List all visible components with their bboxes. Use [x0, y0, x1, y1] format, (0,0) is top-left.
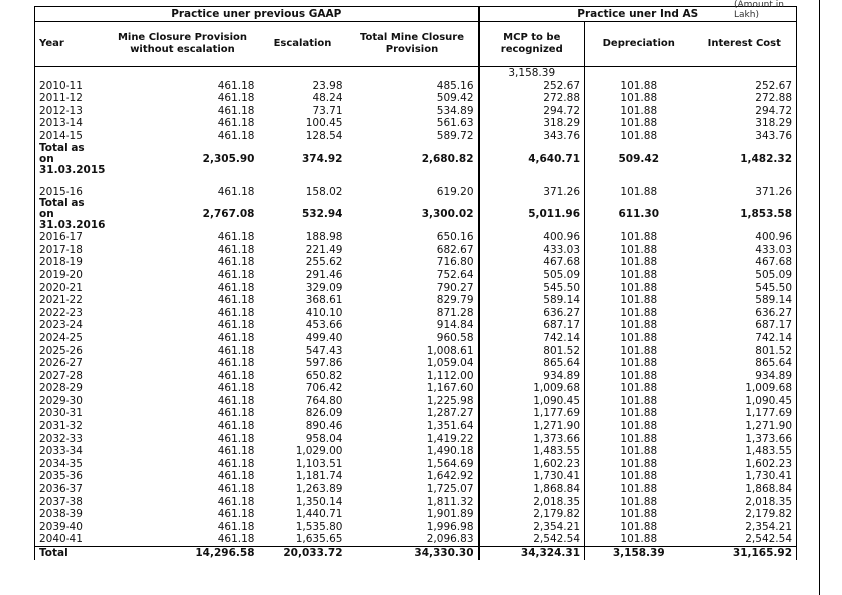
cell-mcp: 589.14 [479, 294, 585, 307]
cell-interest: 272.88 [693, 92, 797, 105]
cell-total-mine: 589.72 [347, 130, 479, 143]
cell-total-mine: 1,564.69 [347, 458, 479, 471]
cell-interest: 318.29 [693, 117, 797, 130]
cell-interest: 2,018.35 [693, 496, 797, 509]
page-edge-rule [819, 0, 820, 595]
cell-mcp: 1,177.69 [479, 407, 585, 420]
cell-total-mine: 752.64 [347, 269, 479, 282]
cell-interest: 589.14 [693, 294, 797, 307]
cell-year: 2024-25 [35, 332, 107, 345]
cell-year: Total [35, 547, 107, 561]
header-year: Year [35, 22, 107, 67]
cell-mcp: 371.26 [479, 186, 585, 199]
table-row [35, 433, 797, 446]
cell-total-mine: 1,287.27 [347, 407, 479, 420]
cell-total-mine: 1,996.98 [347, 521, 479, 534]
cell-depreciation: 3,158.39 [585, 547, 693, 561]
cell-mine-closure: 461.18 [217, 382, 255, 395]
cell-escalation: 188.98 [305, 231, 343, 244]
cell-total-mine: 1,642.92 [347, 470, 479, 483]
cell-total-mine: 716.80 [347, 256, 479, 269]
cell-escalation: 890.46 [305, 420, 343, 433]
cell-mcp: 2,354.21 [479, 521, 585, 534]
cell-interest: 545.50 [693, 282, 797, 295]
cell-depreciation: 101.88 [620, 533, 658, 546]
cell-escalation: 48.24 [312, 92, 343, 105]
cell-interest: 1,602.23 [693, 458, 797, 471]
cell-mine-closure: 461.18 [217, 457, 255, 470]
cell-year: 2040-41 [35, 533, 107, 546]
cell-total-mine: 2,680.82 [347, 143, 479, 176]
cell-total-mine: 1,490.18 [347, 445, 479, 458]
header-escalation: Escalation [259, 22, 347, 67]
cell-mine-closure: 461.18 [217, 281, 255, 294]
cell-escalation: 499.40 [305, 331, 343, 344]
header-interest: Interest Cost [693, 22, 797, 67]
cell-escalation: 255.62 [305, 256, 343, 269]
cell-interest: 1,730.41 [693, 470, 797, 483]
cell-interest [693, 176, 797, 186]
cell-depreciation: 101.88 [620, 319, 658, 332]
cell-year: 2017-18 [35, 244, 107, 257]
cell-year: 2010-11 [35, 80, 107, 93]
cell-year: 2033-34 [35, 445, 107, 458]
cell-total-mine: 1,167.60 [347, 382, 479, 395]
cell-total-mine: 914.84 [347, 319, 479, 332]
cell-total-mine: 1,725.07 [347, 483, 479, 496]
cell-total-mine: 1,811.32 [347, 496, 479, 509]
cell-mcp: 2,179.82 [479, 508, 585, 521]
cell-interest: 1,009.68 [693, 382, 797, 395]
table-row [35, 231, 797, 244]
header-mcp: MCP to be recognized [479, 22, 585, 67]
cell-depreciation: 101.88 [620, 268, 658, 281]
cell-total-mine: 485.16 [347, 80, 479, 93]
cell-escalation: 329.09 [305, 281, 343, 294]
cell-total-mine: 509.42 [347, 92, 479, 105]
cell-interest: 400.96 [693, 231, 797, 244]
grand-total-row [35, 547, 797, 561]
cell-depreciation: 101.88 [620, 294, 658, 307]
table-row [35, 420, 797, 433]
cell-escalation: 1,103.51 [295, 457, 343, 470]
cell-total-mine [347, 176, 479, 186]
cell-escalation: 650.82 [305, 369, 343, 382]
table-row [35, 508, 797, 521]
cell-interest: 1,177.69 [693, 407, 797, 420]
cell-escalation: 374.92 [301, 152, 343, 165]
cell-mine-closure: 461.18 [217, 268, 255, 281]
table-row [35, 395, 797, 408]
table-row [35, 483, 797, 496]
cell-mine-closure: 461.18 [217, 256, 255, 269]
cell-year: 2036-37 [35, 483, 107, 496]
cell-total-mine: 829.79 [347, 294, 479, 307]
cell-escalation: 23.98 [312, 79, 343, 92]
cell-year [35, 176, 107, 186]
cell-mcp: 2,018.35 [479, 496, 585, 509]
cell-year: 2023-24 [35, 319, 107, 332]
cell-escalation: 958.04 [305, 432, 343, 445]
cell-depreciation: 101.88 [620, 495, 658, 508]
cell-year: 2018-19 [35, 256, 107, 269]
cell-mine-closure: 461.18 [217, 104, 255, 117]
table-row [35, 319, 797, 332]
column-header-row [35, 22, 797, 67]
cell-depreciation: 101.88 [620, 185, 658, 198]
cell-depreciation: 101.88 [620, 306, 658, 319]
cell-escalation: 1,440.71 [295, 508, 343, 521]
cell-depreciation: 101.88 [620, 129, 658, 142]
cell-mcp: 1,602.23 [479, 458, 585, 471]
cell-escalation: 73.71 [312, 104, 343, 117]
cell-interest: 1,482.32 [693, 143, 797, 176]
cell-interest: 1,483.55 [693, 445, 797, 458]
cell-mine-closure: 461.18 [217, 79, 255, 92]
cell-mine-closure: 14,296.58 [107, 547, 259, 561]
cell-depreciation: 101.88 [620, 508, 658, 521]
cell-mine-closure: 461.18 [217, 294, 255, 307]
cell-mcp: 318.29 [479, 117, 585, 130]
cell-depreciation: 611.30 [618, 208, 660, 221]
cell-mine-closure: 461.18 [217, 92, 255, 105]
cell-escalation: 1,029.00 [295, 445, 343, 458]
cell-mine-closure: 461.18 [217, 432, 255, 445]
cell-depreciation: 509.42 [618, 152, 660, 165]
cell-total-mine: 561.63 [347, 117, 479, 130]
cell-mcp: 1,090.45 [479, 395, 585, 408]
cell-escalation: 100.45 [305, 117, 343, 130]
header-mine-closure: Mine Closure Provision without escalation [107, 22, 259, 67]
group-indas: Practice uner Ind AS [479, 7, 797, 22]
cell-depreciation [585, 176, 693, 186]
table-row [35, 458, 797, 471]
cell-interest: 2,179.82 [693, 508, 797, 521]
cell-depreciation: 101.88 [620, 520, 658, 533]
cell-escalation: 1,350.14 [295, 495, 343, 508]
cell-year: 2030-31 [35, 407, 107, 420]
table-row [35, 470, 797, 483]
cell-depreciation: 101.88 [620, 357, 658, 370]
cell-mcp: 1,868.84 [479, 483, 585, 496]
cell-interest: 742.14 [693, 332, 797, 345]
cell-year: 2014-15 [35, 130, 107, 143]
cell-escalation: 597.86 [305, 357, 343, 370]
cell-escalation: 547.43 [305, 344, 343, 357]
table-row [35, 370, 797, 383]
cell-year: 2011-12 [35, 92, 107, 105]
table-row [35, 105, 797, 118]
cell-escalation: 1,635.65 [295, 533, 343, 546]
cell-interest: 636.27 [693, 307, 797, 320]
cell-total-mine: 619.20 [347, 186, 479, 199]
mine-closure-table [34, 6, 797, 560]
cell-year: 2037-38 [35, 496, 107, 509]
cell-mine-closure: 461.18 [217, 306, 255, 319]
cell-interest: 252.67 [693, 80, 797, 93]
cell-mine-closure: 461.18 [217, 420, 255, 433]
cell-depreciation: 101.88 [620, 407, 658, 420]
cell-total-mine: 1,225.98 [347, 395, 479, 408]
cell-total-mine: 534.89 [347, 105, 479, 118]
table-row [35, 521, 797, 534]
cell-mcp: 433.03 [479, 244, 585, 257]
cell-mcp: 2,542.54 [479, 533, 585, 546]
cell-year: 2013-14 [35, 117, 107, 130]
cell-escalation: 1,181.74 [295, 470, 343, 483]
cell-mcp: 545.50 [479, 282, 585, 295]
table-row [35, 307, 797, 320]
table-row [35, 130, 797, 143]
cell-year: 2032-33 [35, 433, 107, 446]
cell-interest: 687.17 [693, 319, 797, 332]
cell-year: 2031-32 [35, 420, 107, 433]
cell-total-mine: 682.67 [347, 244, 479, 257]
cell-interest: 31,165.92 [693, 547, 797, 561]
cell-total-mine: 1,901.89 [347, 508, 479, 521]
opening-row [35, 67, 797, 80]
cell-mine-closure: 461.18 [217, 331, 255, 344]
cell-depreciation: 101.88 [620, 382, 658, 395]
cell-year: 2016-17 [35, 231, 107, 244]
cell-depreciation: 101.88 [620, 243, 658, 256]
cell-mcp: 636.27 [479, 307, 585, 320]
cell-mcp: 505.09 [479, 269, 585, 282]
cell-mine-closure: 461.18 [217, 357, 255, 370]
table-row [35, 294, 797, 307]
header-depreciation: Depreciation [585, 22, 693, 67]
table-row [35, 357, 797, 370]
cell-year: 2020-21 [35, 282, 107, 295]
cell-escalation: 532.94 [301, 208, 343, 221]
cell-mine-closure: 461.18 [217, 344, 255, 357]
cell-year: 2022-23 [35, 307, 107, 320]
cell-mine-closure: 461.18 [217, 495, 255, 508]
cell-year: 2039-40 [35, 521, 107, 534]
cell-interest: 294.72 [693, 105, 797, 118]
cell-depreciation: 101.88 [620, 79, 658, 92]
cell-escalation: 20,033.72 [259, 547, 347, 561]
cell-mine-closure: 461.18 [217, 117, 255, 130]
cell-interest: 1,271.90 [693, 420, 797, 433]
cell-total-mine: 871.28 [347, 307, 479, 320]
cell-year: 2027-28 [35, 370, 107, 383]
cell-mcp [479, 176, 585, 186]
cell-mine-closure: 461.18 [217, 243, 255, 256]
cell-depreciation: 101.88 [620, 445, 658, 458]
cell-mcp: 467.68 [479, 256, 585, 269]
cell-depreciation: 101.88 [620, 483, 658, 496]
table-row [35, 496, 797, 509]
cell-escalation: 453.66 [305, 319, 343, 332]
cell-total-mine: 1,112.00 [347, 370, 479, 383]
cell-depreciation: 101.88 [620, 394, 658, 407]
cell-mcp: 1,483.55 [479, 445, 585, 458]
cell-total-mine: 790.27 [347, 282, 479, 295]
cell-mcp: 294.72 [479, 105, 585, 118]
cell-year: 2028-29 [35, 382, 107, 395]
table-row [35, 256, 797, 269]
cell-interest: 1,090.45 [693, 395, 797, 408]
cell-depreciation: 101.88 [620, 457, 658, 470]
cell-interest: 934.89 [693, 370, 797, 383]
cell-mcp: 400.96 [479, 231, 585, 244]
cell-escalation: 1,535.80 [295, 520, 343, 533]
group-gaap: Practice uner previous GAAP [35, 7, 479, 22]
subtotal-row [35, 143, 797, 176]
cell-depreciation: 101.88 [620, 92, 658, 105]
cell-depreciation: 101.88 [620, 104, 658, 117]
cell-mine-closure: 461.18 [217, 231, 255, 244]
cell-year: 2025-26 [35, 345, 107, 358]
cell-total-mine: 3,300.02 [347, 198, 479, 231]
cell-mine-closure: 461.18 [217, 520, 255, 533]
table-row [35, 445, 797, 458]
cell-mcp: 272.88 [479, 92, 585, 105]
cell-mcp: 1,730.41 [479, 470, 585, 483]
cell-depreciation: 101.88 [620, 420, 658, 433]
cell-mine-closure: 461.18 [217, 407, 255, 420]
cell-year: 2026-27 [35, 357, 107, 370]
cell-interest: 1,853.58 [693, 198, 797, 231]
table-row [35, 282, 797, 295]
cell-total-mine: 960.58 [347, 332, 479, 345]
cell-total-mine: 1,059.04 [347, 357, 479, 370]
cell-mcp: 1,271.90 [479, 420, 585, 433]
cell-interest: 2,354.21 [693, 521, 797, 534]
cell-mine-closure: 2,767.08 [202, 208, 255, 221]
cell-mcp: 1,373.66 [479, 433, 585, 446]
table-row [35, 117, 797, 130]
cell-mcp: 4,640.71 [479, 143, 585, 176]
cell-mine-closure: 461.18 [217, 319, 255, 332]
cell-year: 2029-30 [35, 395, 107, 408]
cell-mcp: 343.76 [479, 130, 585, 143]
cell-interest: 2,542.54 [693, 533, 797, 546]
cell-escalation: 291.46 [305, 268, 343, 281]
table-row [35, 345, 797, 358]
cell-total-mine: 2,096.83 [347, 533, 479, 546]
cell-depreciation: 101.88 [620, 369, 658, 382]
cell-mine-closure: 461.18 [217, 185, 255, 198]
table-row [35, 269, 797, 282]
table-row [35, 382, 797, 395]
cell-total-mine: 1,008.61 [347, 345, 479, 358]
cell-year: 2021-22 [35, 294, 107, 307]
cell-interest: 467.68 [693, 256, 797, 269]
table-row [35, 407, 797, 420]
group-header-row [35, 7, 797, 22]
cell-interest: 865.64 [693, 357, 797, 370]
cell-total-mine: 1,351.64 [347, 420, 479, 433]
cell-mine-closure: 461.18 [217, 470, 255, 483]
table-row [35, 332, 797, 345]
cell-mcp: 1,009.68 [479, 382, 585, 395]
cell-mine-closure [107, 176, 259, 186]
cell-mine-closure: 461.18 [217, 129, 255, 142]
cell-depreciation: 101.88 [620, 432, 658, 445]
opening-mcp: 3,158.39 [479, 67, 585, 80]
cell-mcp: 687.17 [479, 319, 585, 332]
cell-year: Total as on 31.03.2015 [35, 143, 107, 176]
table-row [35, 80, 797, 93]
cell-year: Total as on 31.03.2016 [35, 198, 107, 231]
cell-total-mine: 34,330.30 [347, 547, 479, 561]
cell-depreciation: 101.88 [620, 256, 658, 269]
cell-mine-closure: 461.18 [217, 369, 255, 382]
cell-mcp: 934.89 [479, 370, 585, 383]
cell-year: 2038-39 [35, 508, 107, 521]
cell-depreciation: 101.88 [620, 344, 658, 357]
cell-interest: 1,373.66 [693, 433, 797, 446]
cell-interest: 371.26 [693, 186, 797, 199]
table-row [35, 533, 797, 546]
cell-mcp: 865.64 [479, 357, 585, 370]
table-row [35, 244, 797, 257]
cell-escalation: 1,263.89 [295, 483, 343, 496]
cell-interest: 1,868.84 [693, 483, 797, 496]
cell-escalation: 128.54 [305, 129, 343, 142]
cell-year: 2019-20 [35, 269, 107, 282]
cell-depreciation: 101.88 [620, 331, 658, 344]
table-row [35, 186, 797, 199]
cell-escalation: 826.09 [305, 407, 343, 420]
subtotal-row [35, 198, 797, 231]
cell-year: 2012-13 [35, 105, 107, 118]
cell-mcp: 801.52 [479, 345, 585, 358]
amount-note: (Amount in Lakh) [734, 0, 784, 20]
table-row [35, 92, 797, 105]
cell-depreciation: 101.88 [620, 117, 658, 130]
spacer-row [35, 176, 797, 186]
cell-depreciation: 101.88 [620, 281, 658, 294]
cell-interest: 433.03 [693, 244, 797, 257]
cell-mine-closure: 461.18 [217, 445, 255, 458]
cell-mcp: 34,324.31 [479, 547, 585, 561]
cell-interest: 801.52 [693, 345, 797, 358]
cell-escalation: 410.10 [305, 306, 343, 319]
table-body [35, 67, 797, 561]
cell-mine-closure: 461.18 [217, 483, 255, 496]
cell-total-mine: 1,419.22 [347, 433, 479, 446]
cell-year: 2034-35 [35, 458, 107, 471]
cell-interest: 505.09 [693, 269, 797, 282]
cell-mine-closure: 461.18 [217, 508, 255, 521]
cell-mcp: 252.67 [479, 80, 585, 93]
header-total-mine: Total Mine Closure Provision [347, 22, 479, 67]
cell-mine-closure: 461.18 [217, 533, 255, 546]
cell-mcp: 5,011.96 [479, 198, 585, 231]
cell-escalation: 706.42 [305, 382, 343, 395]
cell-year: 2015-16 [35, 186, 107, 199]
cell-mcp: 742.14 [479, 332, 585, 345]
cell-depreciation: 101.88 [620, 231, 658, 244]
cell-mine-closure: 461.18 [217, 394, 255, 407]
cell-depreciation: 101.88 [620, 470, 658, 483]
cell-mine-closure: 2,305.90 [202, 152, 255, 165]
cell-escalation: 221.49 [305, 243, 343, 256]
cell-escalation [259, 176, 347, 186]
cell-escalation: 764.80 [305, 394, 343, 407]
cell-escalation: 368.61 [305, 294, 343, 307]
cell-interest: 343.76 [693, 130, 797, 143]
cell-year: 2035-36 [35, 470, 107, 483]
cell-escalation: 158.02 [305, 185, 343, 198]
cell-total-mine: 650.16 [347, 231, 479, 244]
mine-closure-table-container [34, 0, 796, 586]
